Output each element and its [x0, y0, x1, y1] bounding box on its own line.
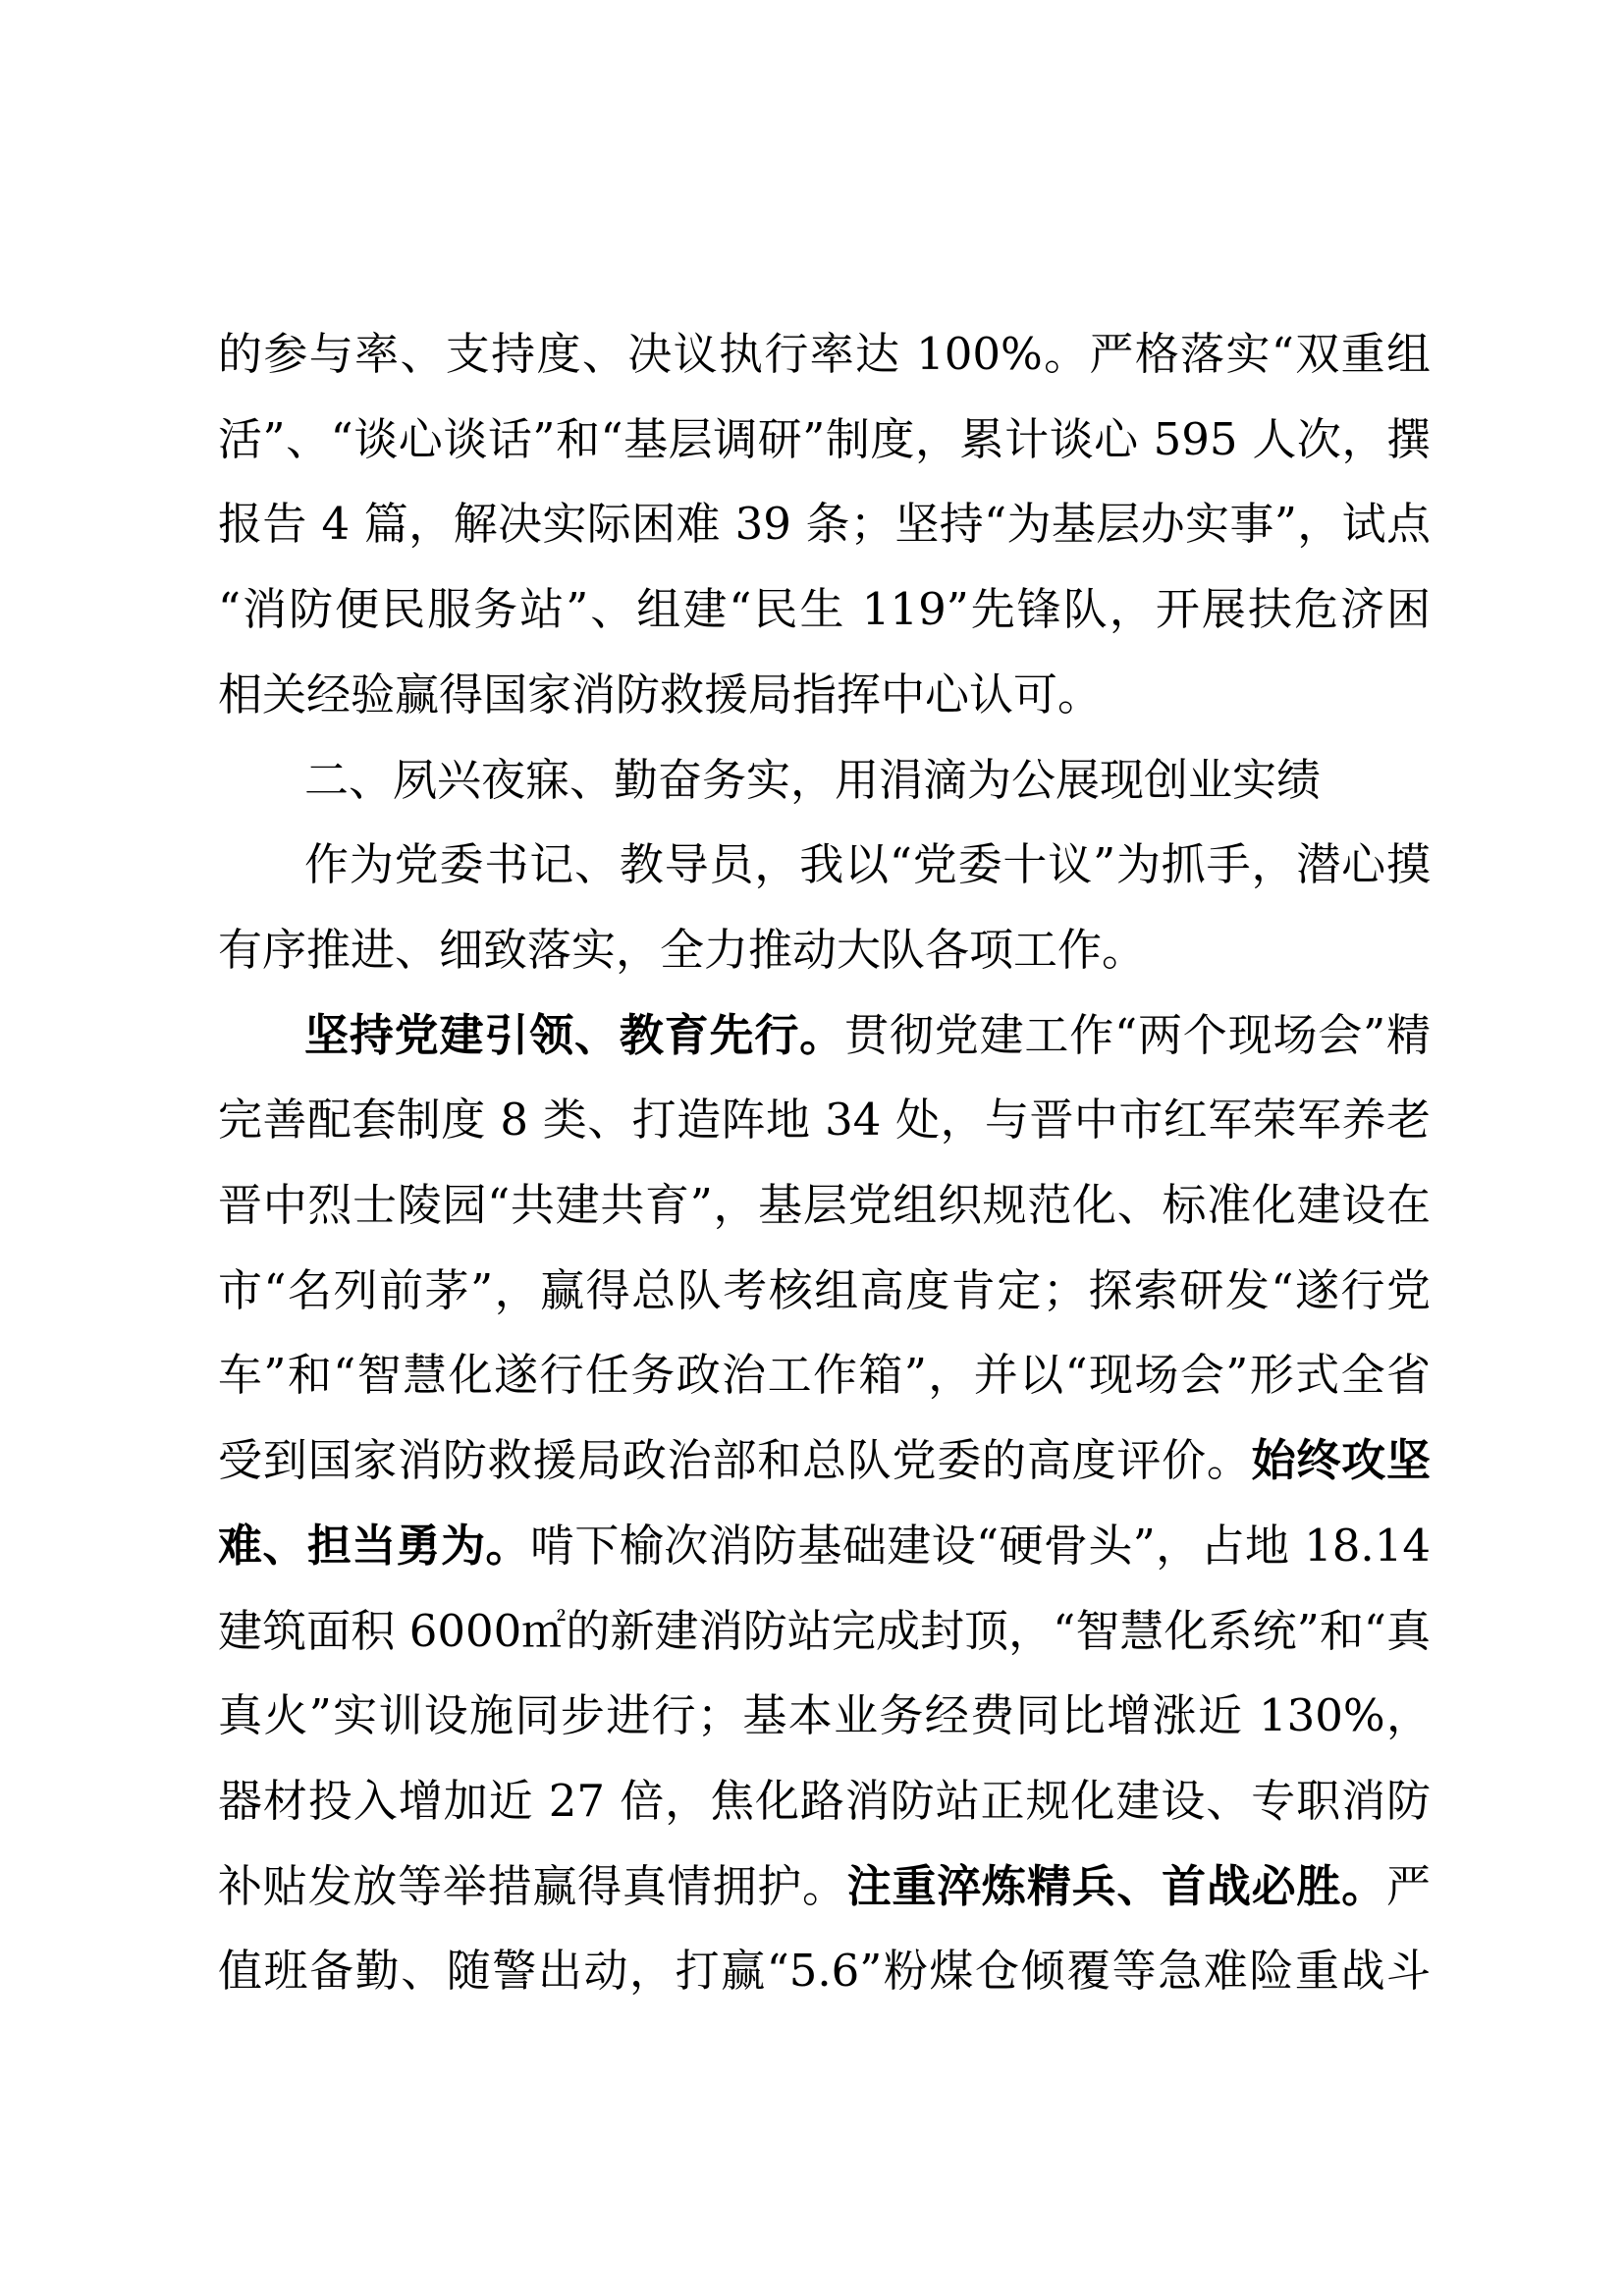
text-segment: 严 [1385, 1859, 1431, 1912]
text-segment: 建筑面积 6000㎡的新建消防站完成封顶，“智慧化系统”和“真 [218, 1604, 1431, 1657]
section-heading [218, 737, 1431, 823]
text-segment: 车”和“智慧化遂行任务政治工作箱”，并以“现场会”形式全省 [218, 1349, 1431, 1402]
text-segment: 活”、“谈心谈话”和“基层调研”制度，累计谈心 595 人次，撰 [218, 412, 1431, 465]
text-segment: 的参与率、支持度、决议执行率达 100%。严格落实“双重组 [218, 328, 1431, 380]
text-line [218, 1588, 1431, 1674]
text-line [218, 907, 1431, 992]
text-segment: “消防便民服务站”、组建“民生 119”先锋队，开展扶危济困 [218, 583, 1431, 636]
text-line [218, 1843, 1431, 1929]
text-line [218, 1758, 1431, 1843]
text-line [218, 1077, 1431, 1162]
text-line [218, 1503, 1431, 1588]
text-line [218, 652, 1431, 737]
text-segment: 作为党委书记、教导员，我以“党委十议”为抓手，潜心摸 [304, 838, 1431, 891]
bold-lead-phrase: 难、担当勇为。 [218, 1519, 530, 1572]
text-line [218, 992, 1431, 1078]
text-segment: 真火”实训设施同步进行；基本业务经费同比增涨近 130%， [218, 1689, 1431, 1742]
text-line [218, 822, 1431, 907]
text-segment: 啃下榆次消防基础建设“硬骨头”，占地 18.14 [529, 1519, 1431, 1572]
text-segment: 报告 4 篇，解决实际困难 39 条；坚持“为基层办实事”，试点 [218, 498, 1431, 551]
text-line [218, 311, 1431, 397]
text-line [218, 1248, 1431, 1333]
text-line [218, 481, 1431, 566]
text-line [218, 1332, 1431, 1417]
text-segment: 值班备勤、随警出动，打赢“5.6”粉煤仓倾覆等急难险重战斗 [218, 1945, 1431, 1998]
bold-lead-phrase: 始终攻坚 [1251, 1434, 1431, 1487]
text-segment: 完善配套制度 8 类、打造阵地 34 处，与晋中市红军荣军养老 [218, 1094, 1431, 1147]
text-segment: 受到国家消防救援局政治部和总队党委的高度评价。 [218, 1434, 1252, 1487]
bold-lead-phrase: 坚持党建引领、教育先行。 [304, 1008, 845, 1061]
text-segment: 贯彻党建工作“两个现场会”精 [844, 1008, 1431, 1061]
text-line [218, 1162, 1431, 1248]
text-segment: 器材投入增加近 27 倍，焦化路消防站正规化建设、专职消防 [218, 1774, 1431, 1827]
text-segment: 晋中烈士陵园“共建共育”，基层党组织规范化、标准化建设在 [218, 1179, 1431, 1231]
text-segment: 二、夙兴夜寐、勤奋务实，用涓滴为公展现创业实绩 [304, 753, 1322, 806]
text-segment: 补贴发放等举措赢得真情拥护。 [218, 1859, 847, 1912]
text-line [218, 1673, 1431, 1758]
text-segment: 相关经验赢得国家消防救援局指挥中心认可。 [218, 667, 1103, 721]
text-line [218, 1417, 1431, 1503]
text-line [218, 566, 1431, 652]
text-line [218, 1928, 1431, 2013]
bold-lead-phrase: 注重淬炼精兵、首战必胜。 [846, 1859, 1386, 1912]
text-segment: 市“名列前茅”，赢得总队考核组高度肯定；探索研发“遂行党 [218, 1263, 1431, 1316]
text-segment: 有序推进、细致落实，全力推动大队各项工作。 [218, 923, 1147, 976]
text-line [218, 397, 1431, 482]
